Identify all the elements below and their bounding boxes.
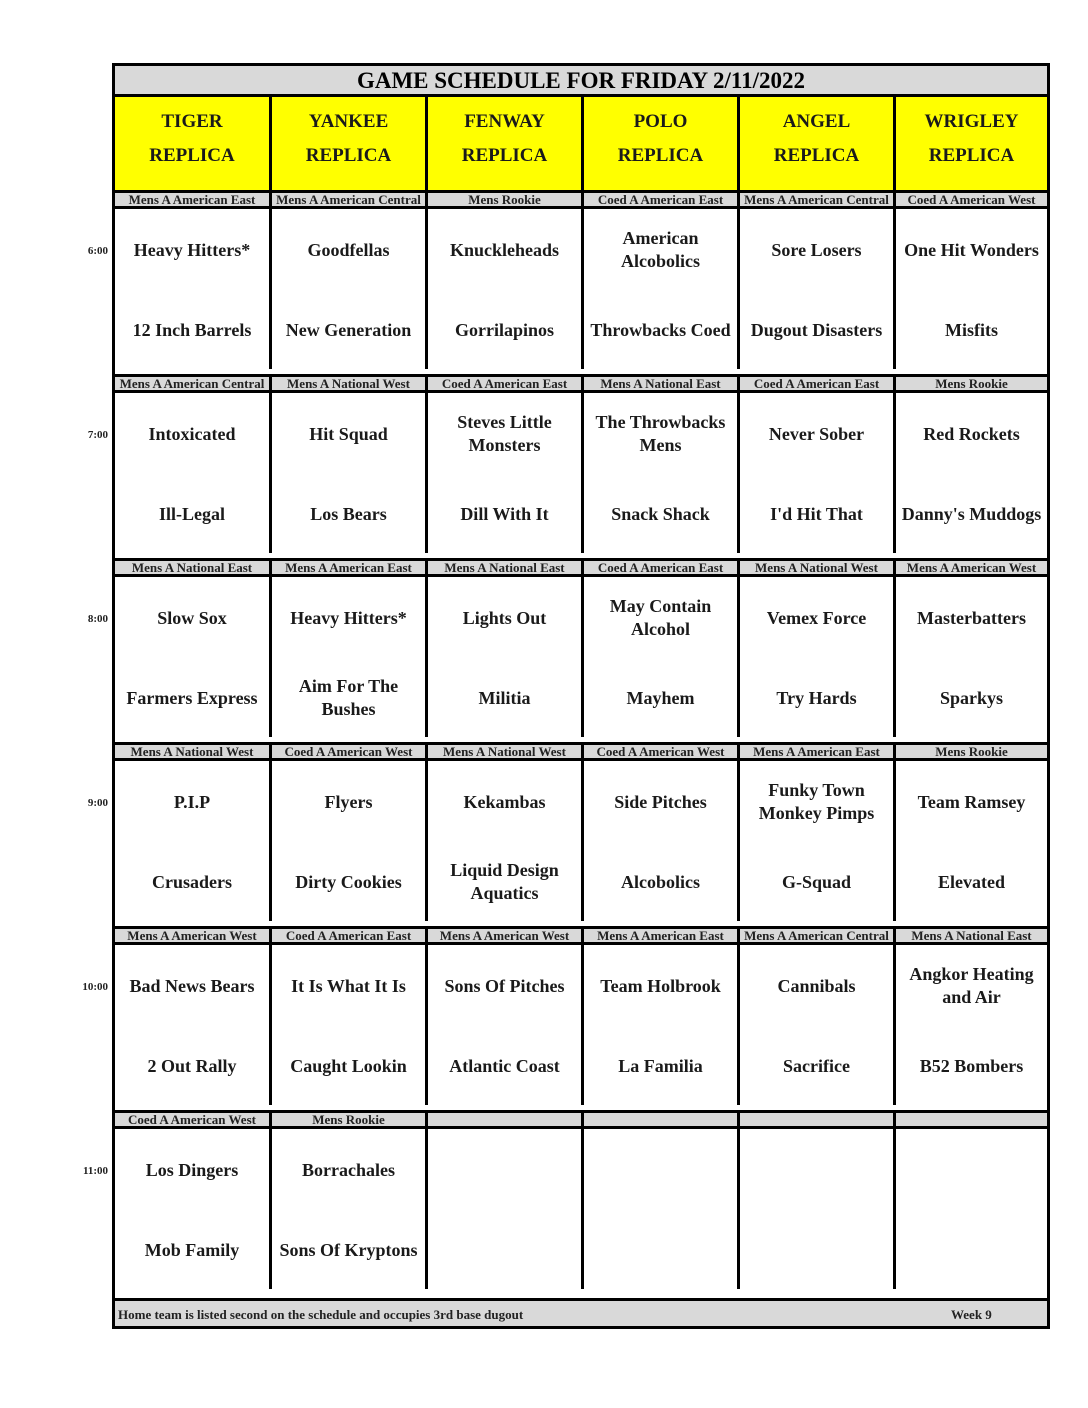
away-team [428,1145,581,1195]
division-label: Coed A American East [272,929,428,942]
division-label: Mens Rookie [935,377,1008,390]
division-label: Mens A American West [115,929,272,942]
home-team: Los Bears [310,503,387,524]
home-team: Sons Of Kryptons [279,1239,418,1260]
time-label: 10:00 [82,981,108,993]
time-label: 6:00 [87,245,108,257]
division-label: Coed A American West [907,193,1036,206]
home-team: Atlantic Coast [449,1055,560,1076]
home-team: Dill With It [460,503,549,524]
away-team: Team Ramsey [917,791,1026,812]
game-cell [115,577,272,737]
game-cell [428,209,584,369]
away-team: It Is What It Is [291,975,406,996]
games-row [115,945,1047,1105]
home-team: Liquid Design Aquatics [450,860,559,903]
home-team: Alcobolics [621,871,700,892]
game-cell [115,945,272,1105]
home-team: New Generation [285,319,412,340]
away-team: Intoxicated [148,423,236,444]
division-label: Mens A American Central [272,193,428,206]
game-cell [428,393,584,553]
game-cell [115,209,272,369]
game-cell [272,761,428,921]
division-label: Mens A American Central [740,193,896,206]
away-team: Vemex Force [766,607,867,628]
division-row [115,742,1047,761]
division-label [896,1113,1047,1126]
home-team: Try Hards [776,687,857,708]
away-team: One Hit Wonders [904,239,1039,260]
division-label: Coed A American East [740,377,896,390]
division-label: Mens A American Central [740,929,896,942]
division-label [740,1113,896,1126]
home-team: Aim For The Bushes [298,676,399,719]
away-team: American Alcobolics [621,228,700,271]
home-team: Throwbacks Coed [590,319,731,340]
field-name: POLO [633,111,688,132]
home-team: Militia [478,687,531,708]
field-header-angel [740,97,896,190]
home-team: Farmers Express [126,687,258,708]
games-row [115,577,1047,737]
home-team: I'd Hit That [770,503,863,524]
away-team: Kekambas [463,791,546,812]
home-team [428,1225,581,1275]
away-team: Never Sober [768,423,865,444]
home-team: Dirty Cookies [295,871,402,892]
home-team: Sparkys [939,687,1004,708]
game-cell [740,945,896,1105]
game-cell [272,577,428,737]
time-label: 9:00 [87,797,108,809]
games-row [115,1129,1047,1289]
game-cell [115,1129,272,1289]
field-header-polo [584,97,740,190]
field-sub: REPLICA [461,145,548,166]
field-header-yankee [272,97,428,190]
game-cell [272,945,428,1105]
game-cell [896,393,1047,553]
division-label [584,1113,740,1126]
home-team: Caught Lookin [290,1055,407,1076]
division-row [115,926,1047,945]
away-team: Masterbatters [917,607,1026,628]
field-name: WRIGLEY [924,111,1019,132]
away-team: Knuckleheads [449,239,560,260]
game-cell [428,1129,584,1289]
schedule-sheet [112,63,1050,1329]
away-team: Sons Of Pitches [444,975,565,996]
division-label: Coed A American West [584,745,740,758]
home-team: 12 Inch Barrels [132,319,252,340]
home-team: Misfits [945,319,998,340]
division-row [115,190,1047,209]
home-team: Danny's Muddogs [901,503,1042,524]
home-team: B52 Bombers [919,1055,1024,1076]
division-label: Mens A American West [906,561,1037,574]
game-cell [896,209,1047,369]
division-label: Mens A American East [740,745,896,758]
home-team: Snack Shack [611,503,710,524]
away-team: Borrachales [302,1159,395,1180]
away-team: Heavy Hitters* [133,239,251,260]
division-row [115,374,1047,393]
game-cell [428,945,584,1105]
away-team: Slow Sox [157,607,227,628]
field-name: ANGEL [782,111,851,132]
field-name: FENWAY [464,111,545,132]
away-team: Side Pitches [614,791,707,812]
division-label: Mens Rookie [272,1113,428,1126]
field-sub: REPLICA [149,145,235,166]
division-label: Mens A American East [272,561,428,574]
division-row [115,558,1047,577]
home-team [584,1225,737,1275]
division-label: Mens A American East [115,193,272,206]
game-cell [740,577,896,737]
away-team [740,1145,893,1195]
away-team: Los Dingers [145,1159,239,1180]
game-cell [584,393,740,553]
division-label: Mens A National East [584,377,740,390]
away-team: Hit Squad [309,423,388,444]
division-label: Mens A National West [272,377,428,390]
field-sub: REPLICA [305,145,392,166]
game-cell [584,209,740,369]
away-team: Angkor Heating and Air [909,964,1034,1007]
division-label: Mens Rookie [428,193,584,206]
games-row [115,393,1047,553]
field-header-tiger [115,97,272,190]
game-cell [428,577,584,737]
away-team: May Contain Alcohol [609,596,712,639]
game-cell [896,1129,1047,1289]
away-team: Red Rockets [923,423,1020,444]
away-team: The Throwbacks Mens [595,412,726,455]
time-label: 7:00 [87,429,108,441]
home-team: Gorrilapinos [454,319,554,340]
away-team: Funky Town Monkey Pimps [758,780,875,823]
home-team: G-Squad [781,871,852,892]
division-label: Mens A National West [115,745,272,758]
home-team: Mayhem [626,687,695,708]
game-cell [272,1129,428,1289]
division-label: Mens Rookie [935,745,1008,758]
division-row [115,1110,1047,1129]
game-cell [740,1129,896,1289]
away-team: Cannibals [777,975,856,996]
game-cell [272,209,428,369]
division-label: Mens A National East [115,561,272,574]
game-cell [115,761,272,921]
games-row [115,761,1047,921]
division-label: Mens A National East [911,929,1032,942]
away-team: Heavy Hitters* [290,607,407,628]
home-team: 2 Out Rally [147,1055,237,1076]
game-cell [428,761,584,921]
game-cell [584,945,740,1105]
away-team: P.I.P [173,791,211,812]
division-label: Coed A American East [584,561,740,574]
away-team: Team Holbrook [600,975,721,996]
field-sub: REPLICA [928,145,1015,166]
game-cell [740,209,896,369]
field-sub: REPLICA [773,145,860,166]
home-team: Dugout Disasters [750,319,883,340]
game-cell [272,393,428,553]
division-label: Mens A American East [584,929,740,942]
away-team: Sore Losers [771,239,862,260]
home-team: Mob Family [144,1239,240,1260]
home-team: Ill-Legal [159,503,225,524]
away-team [896,1145,1047,1195]
division-label: Coed A American West [115,1113,272,1126]
game-cell [584,761,740,921]
field-sub: REPLICA [617,145,704,166]
home-team: Crusaders [152,871,232,892]
division-label: Coed A American East [428,377,584,390]
away-team: Flyers [324,791,373,812]
field-header-wrigley [896,97,1047,190]
away-team [584,1145,737,1195]
division-label: Mens A National East [428,561,584,574]
division-label [428,1113,584,1126]
footer-note: Home team is listed second on the schedule and occupies 3rd base dugout [118,1307,524,1322]
field-header-fenway [428,97,584,190]
away-team: Goodfellas [307,239,390,260]
game-cell [740,393,896,553]
division-label: Coed A American East [584,193,740,206]
field-name: YANKEE [308,111,389,132]
division-label: Mens A National West [740,561,896,574]
division-label: Mens A American Central [115,377,272,390]
home-team: Sacrifice [783,1055,850,1076]
time-label: 8:00 [87,613,108,625]
game-cell [584,1129,740,1289]
field-header-row [115,97,1047,190]
week-label: Week 9 [951,1307,992,1322]
game-cell [740,761,896,921]
footer-bar [115,1298,1047,1326]
away-team: Lights Out [462,607,547,628]
away-team: Steves Little Monsters [457,412,552,455]
games-row [115,209,1047,369]
home-team [740,1225,893,1275]
game-cell [584,577,740,737]
page-title: GAME SCHEDULE FOR FRIDAY 2/11/2022 [115,66,1047,97]
home-team [896,1225,1047,1275]
division-label: Coed A American West [272,745,428,758]
division-label: Mens A American West [428,929,584,942]
game-cell [896,945,1047,1105]
home-team: Elevated [938,871,1005,892]
division-label: Mens A National West [428,745,584,758]
home-team: La Familia [618,1055,703,1076]
away-team: Bad News Bears [129,975,255,996]
game-cell [896,577,1047,737]
time-label: 11:00 [82,1165,108,1177]
field-name: TIGER [161,111,223,132]
game-cell [896,761,1047,921]
game-cell [115,393,272,553]
